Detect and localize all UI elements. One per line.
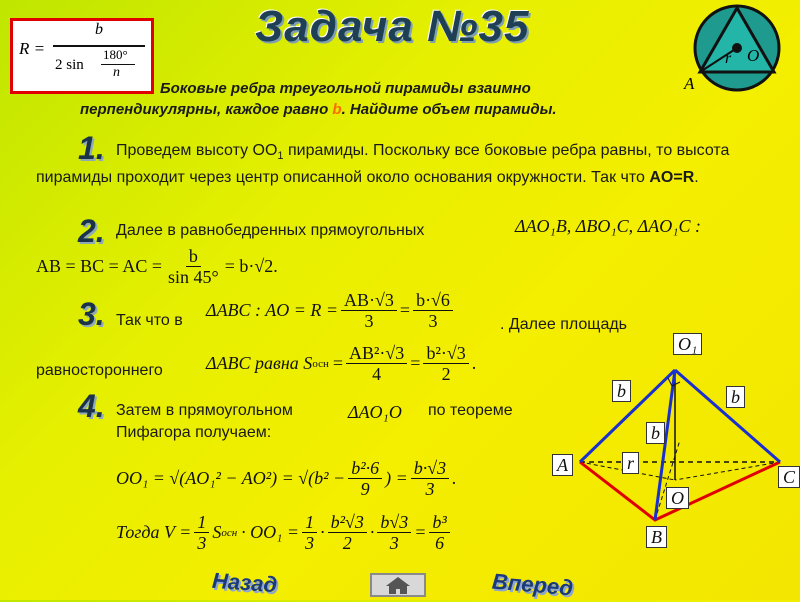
step-3-eq: = xyxy=(399,300,411,320)
pyramid-diagram xyxy=(560,330,800,560)
step-4-text-a: Затем в прямоугольном xyxy=(116,402,293,419)
volume-f5-bot: 6 xyxy=(435,533,445,553)
circle-label-r: r xyxy=(725,50,732,67)
step-4-f1-bot: 9 xyxy=(360,479,370,499)
step-4-text-b: по теореме xyxy=(428,402,513,419)
step-3-after: . Далее площадь xyxy=(500,316,628,333)
formula-den-den: n xyxy=(113,65,120,80)
circle-label-o: O xyxy=(747,46,760,65)
step-3b-eq-2: = xyxy=(410,353,421,373)
step-4-triangle: ΔAO₁O xyxy=(348,402,402,422)
volume-f2-top: 1 xyxy=(302,512,317,533)
step-2-triangles: ΔAO₁B, ΔBO₁C, ΔAO₁C : xyxy=(515,216,701,236)
back-button[interactable]: Назад xyxy=(211,567,279,598)
step-4-f1-top: b²·6 xyxy=(348,458,382,479)
step-3b-frac-1 xyxy=(346,343,407,384)
volume-frac-2 xyxy=(302,512,317,553)
step-4-eq: OO₁ = √(AO₁² − AO²) = √(b² − xyxy=(116,468,346,488)
formula-fraction-bar xyxy=(53,45,145,47)
volume-eq: = xyxy=(414,522,427,542)
label-c: C xyxy=(778,466,800,488)
volume-s: S xyxy=(212,522,222,542)
step-4-equation xyxy=(116,458,457,499)
step-2-number: 2. xyxy=(78,213,105,249)
volume-frac-1 xyxy=(194,512,209,553)
label-b-right: b xyxy=(726,386,745,408)
task-line-2-post: . Найдите объем пирамиды. xyxy=(341,101,557,118)
task-line-1: Боковые ребра треугольной пирамиды взаимно xyxy=(160,80,531,97)
step-3-equation xyxy=(206,290,456,331)
step-3-f1-bot: 3 xyxy=(364,311,374,331)
volume-f3-top: b²√3 xyxy=(328,512,367,533)
step-1-number: 1. xyxy=(78,130,105,166)
volume-equation xyxy=(116,512,453,553)
step-3-frac-1 xyxy=(341,290,397,331)
step-2-equation xyxy=(36,246,278,287)
step-2-text: Далее в равнобедренных прямоугольных xyxy=(116,222,425,239)
formula-den-num: 180° xyxy=(103,47,128,62)
step-3b-f1-bot: 4 xyxy=(372,364,382,384)
step-3-text: Так что в xyxy=(116,312,183,329)
task-statement xyxy=(80,78,720,120)
step-3-f2-bot: 3 xyxy=(428,311,438,331)
formula-numerator: b xyxy=(95,21,103,38)
step-1-end: . xyxy=(694,169,699,187)
step-4-end: . xyxy=(452,468,457,488)
volume-f2-bot: 3 xyxy=(305,533,315,553)
step-2-eq-lhs: AB = BC = AC = xyxy=(36,256,162,276)
step-4-frac-2 xyxy=(411,458,449,499)
step-2-frac-bot: sin 45° xyxy=(167,267,219,287)
step-4-number: 4. xyxy=(78,388,105,424)
step-3b-equation xyxy=(206,343,476,384)
step-4-f2-top: b·√3 xyxy=(411,458,449,479)
step-3-frac-2 xyxy=(413,290,453,331)
label-b-front: b xyxy=(646,422,665,444)
step-4-f2-bot: 3 xyxy=(425,479,435,499)
volume-f3-bot: 2 xyxy=(342,533,352,553)
volume-f1-top: 1 xyxy=(194,512,209,533)
volume-pre: Тогда V = xyxy=(116,522,192,542)
step-3b-f1-top: AB²·√3 xyxy=(346,343,407,364)
volume-frac-5 xyxy=(429,512,449,553)
step-1-sub: 1 xyxy=(277,150,284,163)
step-3-f2-top: b·√6 xyxy=(413,290,453,311)
step-4-frac-1 xyxy=(348,458,382,499)
home-icon xyxy=(372,575,424,595)
step-3b-frac-2 xyxy=(423,343,468,384)
volume-f5-top: b³ xyxy=(429,512,449,533)
step-3-number: 3. xyxy=(78,296,105,332)
step-3b-end: . xyxy=(471,353,477,373)
step-1-ao-r: AO=R xyxy=(649,169,695,187)
step-1-text xyxy=(36,140,736,189)
volume-dot-2: · xyxy=(320,522,325,542)
label-b-left: b xyxy=(612,380,631,402)
step-3b-eq: = xyxy=(332,353,344,373)
volume-f4-bot: 3 xyxy=(389,533,399,553)
step-4-text-c: Пифагора получаем: xyxy=(116,424,272,441)
volume-f4-top: b√3 xyxy=(377,512,411,533)
step-2-frac-top: b xyxy=(186,246,201,267)
step-3b-f2-top: b²·√3 xyxy=(423,343,468,364)
home-button[interactable] xyxy=(370,573,426,597)
volume-dot-3: · xyxy=(369,522,375,542)
label-o1: O₁ xyxy=(673,333,702,355)
formula-lhs: R = xyxy=(19,39,46,58)
volume-dot: · OO₁ = xyxy=(241,522,300,542)
step-3-f1-top: AB·√3 xyxy=(341,290,397,311)
volume-frac-3 xyxy=(328,512,367,553)
task-line-2 xyxy=(80,99,720,120)
step-3b-sub: осн xyxy=(312,357,329,370)
task-b: b xyxy=(332,101,342,118)
circle-label-a: A xyxy=(684,74,695,93)
step-3b-f2-bot: 2 xyxy=(441,364,451,384)
step-2-eq-rhs: = b·√2. xyxy=(224,256,278,276)
label-b-vertex: B xyxy=(646,526,667,548)
task-line-2-pre: перпендикулярны, каждое равно xyxy=(80,101,333,118)
step-3b-text: равностороннего xyxy=(36,362,163,379)
forward-button[interactable]: Вперед xyxy=(491,568,575,601)
step-2-fraction xyxy=(165,246,222,287)
volume-sub: осн xyxy=(221,526,238,539)
formula-den-prefix: 2 sin xyxy=(55,57,84,73)
page-title: Задача №35 xyxy=(255,2,530,51)
volume-frac-4 xyxy=(377,512,411,553)
step-1-text-b: пирамиды. Поскольку все боковые ребра равны, то высота пирамиды проходит через центр описанной около основания окружности. Так что xyxy=(36,142,730,187)
step-3b-tri: ΔABC равна S xyxy=(206,353,313,373)
step-3-tri: ΔABC : AO = R = xyxy=(206,300,339,320)
label-a: A xyxy=(552,454,573,476)
step-1-text-a: Проведем высоту OO xyxy=(116,142,278,159)
label-o: O xyxy=(666,487,689,509)
step-4-close: ) = xyxy=(385,468,408,488)
label-r: r xyxy=(622,452,639,474)
volume-f1-bot: 3 xyxy=(197,533,207,553)
